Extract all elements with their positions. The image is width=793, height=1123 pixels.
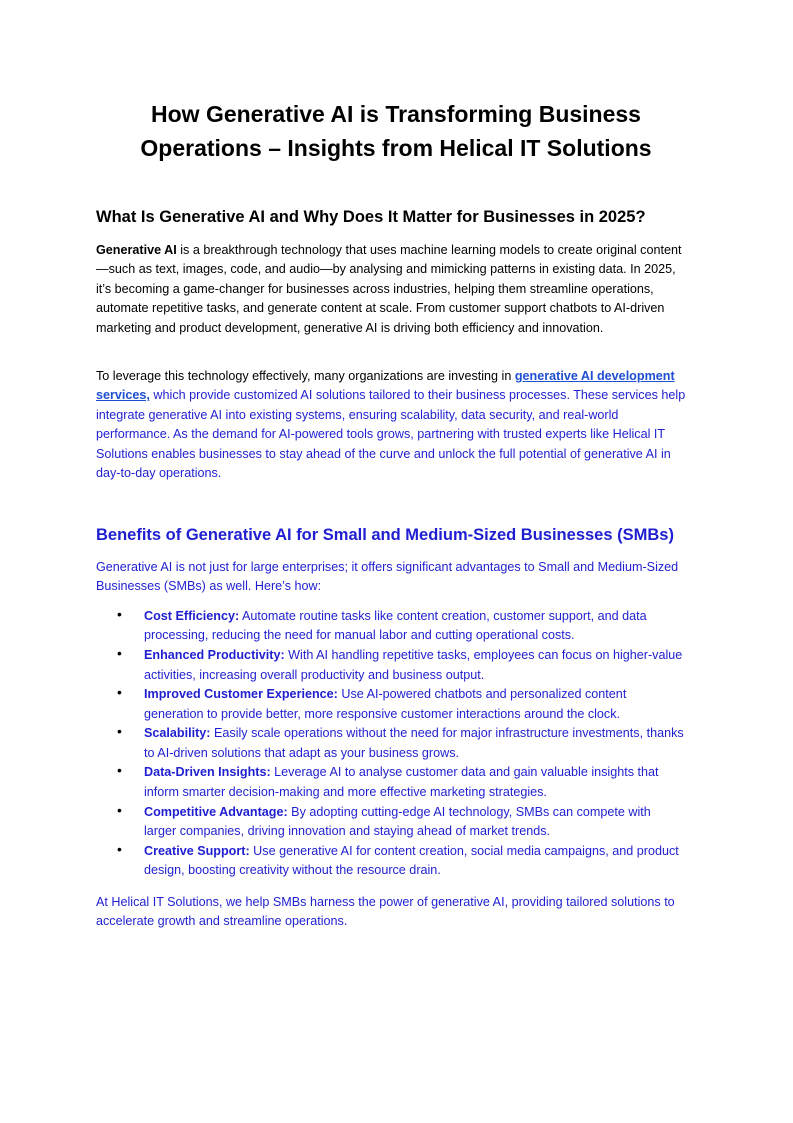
- list-item: [96, 763, 684, 802]
- benefit-text: Automate routine tasks like content creation, customer support, and data processing, reducing the need for manual labor and cutting operational costs.: [144, 609, 647, 643]
- paragraph-development-services: [96, 367, 691, 483]
- bullet-icon: •: [117, 723, 122, 740]
- bullet-icon: •: [117, 606, 122, 622]
- list-item: [96, 724, 684, 763]
- benefit-text: Easily scale operations without the need for major infrastructure investments, thanks to AI-driven solutions that adapt as your business grows.: [144, 726, 684, 760]
- bullet-icon: •: [117, 801, 122, 818]
- bullet-icon: •: [117, 762, 122, 779]
- benefit-label: Scalability:: [144, 726, 211, 741]
- list-item: [96, 646, 684, 685]
- list-item: [96, 803, 684, 842]
- benefit-label: Creative Support:: [144, 843, 250, 858]
- benefit-text: Leverage AI to analyse customer data and gain valuable insights that inform smarter decision-making and more effective marketing strategies.: [144, 765, 659, 799]
- bullet-icon: •: [117, 684, 122, 701]
- benefit-text: Use AI-powered chatbots and personalized content generation to provide better, more responsive customer interactions around the clock.: [144, 687, 627, 721]
- benefits-list: [96, 607, 696, 881]
- bullet-icon: •: [117, 645, 122, 662]
- benefit-label: Competitive Advantage:: [144, 804, 288, 819]
- benefit-label: Improved Customer Experience:: [144, 687, 338, 702]
- paragraph-smb-intro: Generative AI is not just for large enterprises; it offers significant advantages to Small and Medium-Sized Businesses (SMBs) as well. Here’s how:: [96, 560, 679, 594]
- benefit-text: With AI handling repetitive tasks, employees can focus on higher-value activities, increasing overall productivity and business output.: [144, 648, 683, 682]
- benefit-text: Use generative AI for content creation, social media campaigns, and product design, boosting creativity without the resource drain.: [144, 843, 679, 878]
- paragraph-text: is a breakthrough technology that uses machine learning models to create original content—such as text, images, code, and audio—by analysing and mimicking patterns in existing data. In 2025, it’s becoming a game-changer for businesses across industries, helping them streamline operations, automate repetitive tasks, and generate content at scale. From customer support chatbots to AI-driven marketing and product development, generative AI is driving both efficiency and innovation.: [96, 243, 682, 335]
- list-item: [96, 685, 684, 724]
- paragraph-text: which provide customized AI solutions tailored to their business processes. These services help integrate generative AI into existing systems, ensuring scalability, data security, and real-world performance. As the demand for AI-powered tools grows, partnering with trusted experts like Helical IT Solutions enables businesses to stay ahead of the curve and unlock the full potential of generative AI in day-to-day operations.: [96, 388, 686, 481]
- bold-term: Generative AI: [96, 243, 177, 257]
- section-heading-what-is-generative-ai: What Is Generative AI and Why Does It Matter for Businesses in 2025?: [96, 208, 646, 226]
- benefit-label: Cost Efficiency:: [144, 609, 240, 623]
- benefit-label: Data-Driven Insights:: [144, 765, 271, 780]
- list-item: [96, 607, 684, 646]
- paragraph-closing: At Helical IT Solutions, we help SMBs harness the power of generative AI, providing tailored solutions to accelerate growth and streamline operations.: [96, 895, 675, 929]
- paragraph-generative-ai-definition: [96, 241, 691, 338]
- benefit-label: Enhanced Productivity:: [144, 648, 285, 663]
- document-title: How Generative AI is Transforming Business Operations – Insights from Helical IT Solutions: [140, 101, 652, 161]
- list-item: [96, 842, 684, 881]
- paragraph-lead-text: To leverage this technology effectively, many organizations are investing in: [96, 369, 515, 383]
- bullet-icon: •: [117, 840, 122, 857]
- benefit-text: By adopting cutting-edge AI technology, SMBs can compete with larger companies, driving innovation and staying ahead of market trends.: [144, 804, 651, 838]
- generative-ai-services-link[interactable]: generative AI development services,: [96, 369, 675, 403]
- section-heading-smb-benefits: Benefits of Generative AI for Small and Medium-Sized Businesses (SMBs): [96, 526, 674, 544]
